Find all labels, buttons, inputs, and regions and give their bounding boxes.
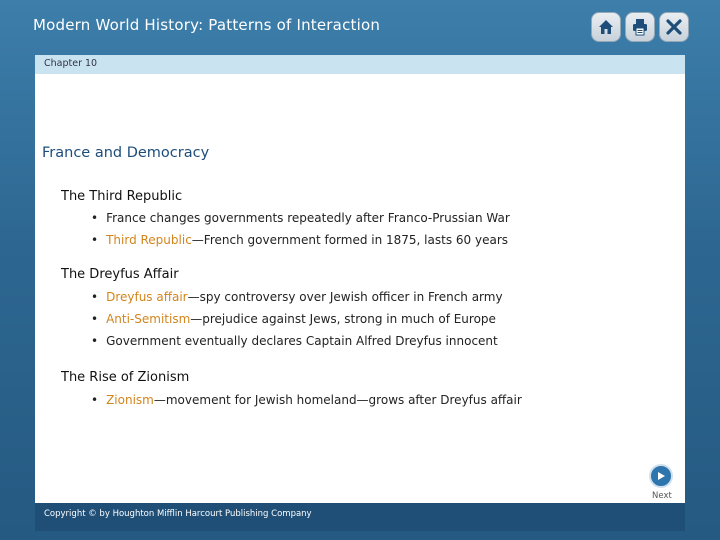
bullet-text: —French government formed in 1875, lasts 60 years (191, 233, 509, 247)
play-icon (656, 471, 666, 481)
chapter-bar (35, 55, 685, 74)
slide-content (35, 74, 685, 503)
list-item: • France changes governments repeatedly after Franco-Prussian War (91, 211, 510, 225)
bullet-text: —prejudice against Jews, strong in much of Europe (190, 312, 496, 326)
list-item: • Dreyfus affair—spy controversy over Jewish officer in French army (91, 290, 503, 304)
bullet-text: —spy controversy over Jewish officer in French army (187, 290, 503, 304)
print-button[interactable] (625, 12, 655, 42)
key-term: Zionism (106, 393, 154, 407)
list-item: • Third Republic—French government formed in 1875, lasts 60 years (91, 233, 509, 247)
section-title: The Third Republic (61, 189, 183, 204)
chapter-label: Chapter 10 (44, 58, 98, 69)
key-term: Dreyfus affair (106, 290, 188, 304)
toolbar (591, 12, 689, 42)
copyright-text: Copyright © by Houghton Mifflin Harcourt Publishing Company (44, 509, 312, 519)
key-term: Anti-Semitism (106, 312, 191, 326)
section-title: The Rise of Zionism (61, 370, 190, 385)
home-icon (597, 18, 615, 36)
list-item: • Zionism—movement for Jewish homeland—grows after Dreyfus affair (91, 393, 522, 407)
list-item: • Government eventually declares Captain Alfred Dreyfus innocent (91, 334, 498, 348)
key-term: Third Republic (106, 233, 192, 247)
home-button[interactable] (591, 12, 621, 42)
bullet-text: France changes governments repeatedly after Franco-Prussian War (106, 211, 510, 225)
bullet-text: Government eventually declares Captain Alfred Dreyfus innocent (106, 334, 498, 348)
next-label[interactable]: Next (652, 491, 672, 501)
app-title: Modern World History: Patterns of Interaction (33, 16, 381, 34)
close-button[interactable] (659, 12, 689, 42)
print-icon (631, 18, 649, 36)
next-button[interactable] (649, 464, 673, 488)
close-icon (665, 18, 683, 36)
list-item: • Anti-Semitism—prejudice against Jews, strong in much of Europe (91, 312, 496, 326)
slide-heading: France and Democracy (42, 145, 210, 161)
section-title: The Dreyfus Affair (61, 267, 179, 282)
bullet-text: —movement for Jewish homeland—grows after Dreyfus affair (153, 393, 522, 407)
footer-bar (35, 503, 685, 531)
